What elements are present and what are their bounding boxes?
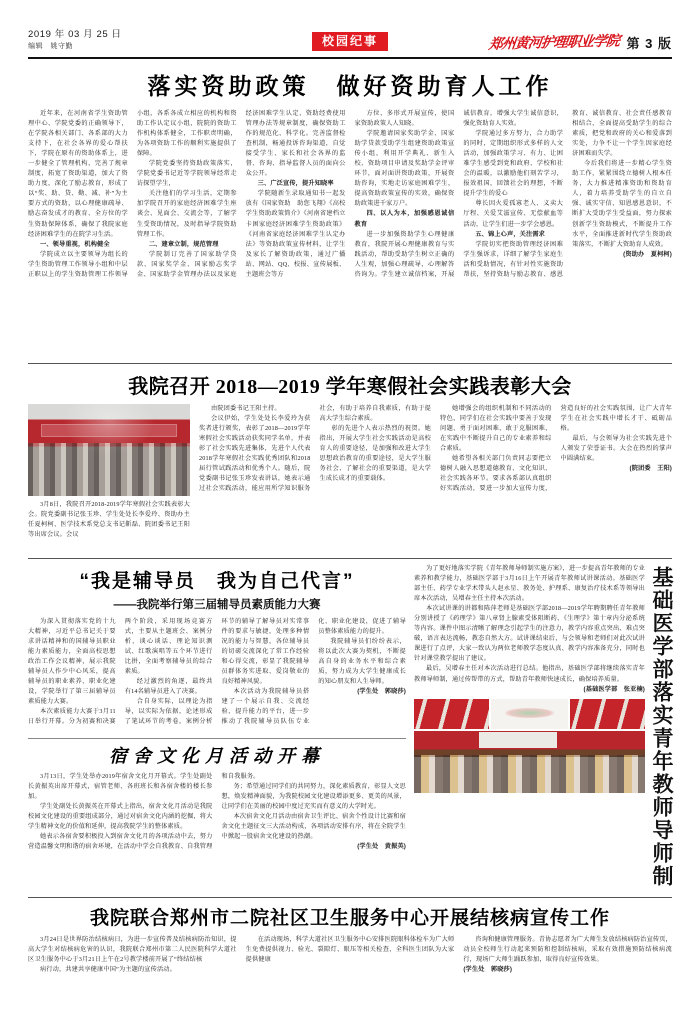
divider-1 xyxy=(28,363,672,364)
article5-byline: (基础医学部 张亚楠) xyxy=(583,685,645,693)
section-badge-wrap xyxy=(312,32,388,50)
article-tuberculosis-campaign xyxy=(28,903,672,981)
paragraph: 经过激烈的角逐，最终共有14名辅导员进入了决赛。 xyxy=(124,678,213,696)
article-funding-policy xyxy=(28,68,672,359)
article2-col0 xyxy=(28,500,190,540)
paragraph: 学院邀请国家奖助学金、国家助学贷款受助学生组建资助政策宣传小组，利用开学典礼、新生入校、资助项目申请及奖助学金评审环节，面对面讲资助政策，开展资助咨询，实地走访家庭困难学生，提高资助政策宣传的实效，确保资助政策进千家万户。 xyxy=(354,130,455,208)
banner-white-photo xyxy=(491,699,568,729)
article2-left xyxy=(28,404,190,554)
paragraph: 学院通过多方努力，合力助学的同时，定期组织形式多样的人文活动，加强政策学习、有力、让困难学生感受到党和政府、学校和社会的温暖，以激励他们刻苦学习，报效祖国，回馈社会的理想，不断提升学生的爱心 xyxy=(463,130,564,198)
publication-date: 2019 年 03 月 25 日 xyxy=(28,29,122,41)
paragraph: 合自身实际，以理论为指导，以实际为依据，论述形成了笔试环节的考卷，案例分析环节的辅导了解导员对实常事件的要求与敏捷，处理多种情况的能力与智慧，各位辅导员的切磋交流深化了常工作经验和心得交流，彰显了我院辅导员群体务实进取、爱岗敬业的良好精神风貌。 xyxy=(124,618,310,726)
article1-body xyxy=(28,109,672,359)
masthead-right xyxy=(489,32,672,52)
masthead-left xyxy=(28,29,122,52)
article6-headline: 我院联合郑州市二院社区卫生服务中心开展结核病宣传工作 xyxy=(89,908,610,929)
article2-headline: 我院召开 2018—2019 学年寒假社会实践表彰大会 xyxy=(128,376,572,398)
paragraph: 她表示各宿舍要积极投入到宿舍文化月的各项活动中去，努力营造温馨文明和谐的宿舍环境，在活动中学会自我教育、自我管理和自我服务。 xyxy=(28,773,260,851)
masthead xyxy=(28,0,672,56)
middle-zone xyxy=(28,564,672,892)
paragraph: 本次活动为我院辅导员搭建了一个展示自我、交流经验、提升能力的平台，进一步推动了我院辅导员队伍专业化、职业化建设，促进了辅导员整体素质能力的提升。 xyxy=(221,618,406,726)
article4-byline: (学生处 黄振英) xyxy=(357,843,406,851)
banner-stripe-photo-left xyxy=(414,699,489,729)
paragraph: 她希望各相关部门负责同志要把立德树人融入思想道德教育、文化知识、社会实践各环节。要求各系部认真组织好实践活动，要进一步加大宣传力度，营造良好的社会实践氛围，让广大青年学生在社会实践中增长才干、砥砺品格。 xyxy=(440,405,672,493)
paragraph: 为了更好地落实学院《青年教师导师制实施方案》，进一步提高青年教师的专业素养和教学能力，基础医学部于3月16日上午开展青年教师试讲课活动。基础医学部主任、药学专业学术带头人赵永星、教务处、护理系、康复治疗技术系等领导出席本次活动，吴增春主任主持本次活动。 xyxy=(414,565,645,603)
paragraph: 学院党委坚持资助政策落实，学院党委书记近等学院领导经常走访探望学生， xyxy=(136,160,237,188)
article3-byline: (学生处 郭晓莎) xyxy=(357,688,406,696)
section-badge: 校园纪事 xyxy=(312,32,388,51)
paragraph: 会议伊始，学生处处长李爱玲为获奖者进行颁奖，表彰了2018—2019学年寒假社会实践活动获奖同学名单，并表彰了社会实践先进集体，先进个人代表2018学年寒假社会实践优秀团队和2018届行管试践活动和优秀个人。随后，院党委副书记张玉珍发表讲话，她表示通过社会实践活动，能应用所学知识服务社会，有助于培养自我素质，有助于提高大学生综合素质。 xyxy=(199,405,431,493)
paragraph: 最后，吴增春主任对本次活动进行总结。他指出，基础医学部将继续落实青年教师导师制，通过传帮带的方式，帮助青年教师快速成长，确保培养质量。 xyxy=(414,665,645,683)
paper-logo: 郑州黄河护理职业学院 xyxy=(487,33,620,53)
editor-credit: 编辑 姚守勤 xyxy=(28,43,73,51)
article5-vertical-headline: 基础医学部落实青年教师导师制 xyxy=(650,566,673,888)
article6-byline: (学生处 郭晓莎) xyxy=(463,966,513,974)
masthead-rule xyxy=(28,57,672,59)
paragraph: 我院辅导员们纷纷表示，将以此次大赛为契机，不断提高自身的业务水平和综合素质，努力成为大学生健康成长的知心朋友和人生导师。 xyxy=(318,638,406,686)
banner-stripe-photo-right xyxy=(570,699,645,729)
paragraph: 3月24日是世界防治结核病日，为进一步宣传普及结核病防治知识，提高大学生对结核病危害的认识，我院联合郑州市第二人民医院科学大道社区卫生服务中心于3月21日上午在2号教学楼前开展了“终结结核 xyxy=(28,936,237,964)
paragraph: 最后，与会领导为社会实践先进个人颁发了荣誉证书。大会在热烈的掌声中圆满结束。 xyxy=(560,435,672,463)
article3-body xyxy=(28,617,406,735)
paragraph: 本次宿舍文化月活动由宿舍卫生评比、宿舍个性设计比赛和宿舍文化主题征文三大活动构成，各项活动安排有序，将在全院学生中掀起一股宿舍文化建设的热潮。 xyxy=(221,813,406,841)
article3-subhead: ——我院举行第三届辅导员素质能力大赛 xyxy=(113,599,321,611)
paragraph: 近年来，在河南省学生资助管理中心、学院党委的正确领导下，在学院各相关部门、各系部的大力支持下，在社会各界的爱心帮扶下，学院在原有的资助体系上，进一步健全了管理机构，完善了规章制度，拓宽了资助渠道，加大了资助力度，深化了励志教育，形成了以“奖、助、贷、勤、减、补”为主要方式的资助，以心理健康疏导、励志奋发成才的教育、全方位的学生资助保障体系，确保了我院家庭经济困难学生的在院学习生活。 xyxy=(28,110,128,238)
paragraph: 方位、多形式开展宣传，使国家资助政策人人知晓。 xyxy=(354,110,455,128)
article3-headline: “我是辅导员 我为自己代言” xyxy=(79,571,355,592)
paragraph: 学院成立以主要领导为组长的学生资助管理工作领导小组和中层正职以上的学生资助管理工作领导小组，各系各成立相应的机构和资助工作认定议小组，院院的资助工作机构体系健全，工作职责明确，为各项资助工作的顺利实施提供了保障。 xyxy=(28,110,237,278)
paragraph: 尊长因火爱孤寡老人、义卖大厅程、关爱艾滋宣传、无偿献血等活动，让学生们进一步学会感恩。 xyxy=(463,200,564,228)
paragraph: 咨询和健康管理服务。青协志愿者为广大师生发放结核病防治宣传页，动员全校师生行动起来预防和控制结核病，采取有效措施预防结核病流行，现场广大师生踊跃参加，取得良好宣传效果。 xyxy=(463,936,672,964)
paragraph: 病行动，共建共享健康中国”为主题的宣传活动。 xyxy=(40,966,176,974)
paragraph: 她增强会的组织机制和不同活动的特色，同学们在社会实践中要善于发现问题、勇于面对困难、敢于克服困难，在实践中不断提升自己的专业素养和综合素质。 xyxy=(440,405,552,453)
paragraph: 由院团委书记王阳主持。 xyxy=(211,405,281,412)
paragraph: 学院制订完善了国家助学贷款、国家奖学金、国家励志奖学金、国家助学金管理办法以及家庭经济困难学生认定、资助经费使用管理办法等规章制度，确保资助工作的规范化、科学化。完善监督检查机制，畅通投诉咨询渠道，自觉接受学生、家长和社会各界的监督、咨询、指导监督人员的面向公众公开。 xyxy=(136,110,346,278)
paragraph-subhead: 一、领导重视，机构健全 xyxy=(40,240,110,248)
article-dorm-culture xyxy=(28,742,406,892)
article-social-practice xyxy=(28,370,672,554)
paragraph: 在活动现场，科学大道社区卫生服务中心安排医院眼科体检车为广大师生免费提供视力、验光、裂隙灯、眼压等相关检查，全科医生团队为大家提供健康 xyxy=(245,936,455,964)
paragraph: 学院切实把资助管理经济困难学生强诉求，详细了解学生家庭生活和受助情况，有针对性实施资助帮扶，坚持资助与励志教育、感恩教育、诚信教育、社会责任感教育相结合，全面提高受助学生的综合素质，把党和政府的关心和爱落到实处，力争不让一个学生因家庭经济困难而失学。 xyxy=(463,110,672,278)
paragraph: 学生处副处长黄振英在开幕式上指出，宿舍文化月活动是我院校园文化建设的重要组成部分，通过对宿舍文化内涵的挖掘，将大学生精神文化的价值和延伸，提高我院学生的整体素质。 xyxy=(28,803,213,831)
article-counselor-contest xyxy=(28,566,406,735)
article5-vertical-head-wrap xyxy=(651,564,672,892)
paragraph: 进一步加强资助学生心理健康教育，我院开展心理健康教育与实践活动，帮助受助学生树立正确的人生观，加强心理疏导，心理解答咨询为。学生建立诚信档案，开展诚信教育，增强大学生诚信意识，强化资助育人实效。 xyxy=(354,110,564,278)
paragraph: 彰的先进个人表示热烈的祝贺。她指出，开展大学生社会实践活动是高校育人的重要途径，是加强和改进大学生思想政治教育的重要途径，是大学生服务社会、了解社会的重要渠道，是大学生成长成才的重要载体。 xyxy=(319,425,431,483)
article1-headline: 落实资助政策 做好资助育人工作 xyxy=(147,73,553,99)
paragraph-subhead: 二、建章立制，规范管理 xyxy=(148,240,219,248)
paragraph: 今后我们将进一步精心学生资助工作，紧紧围绕立德树人根本任务，大力推进精准资助和资助育人，着力培养受助学生的自立自强、诚实守信、知恩感恩意识，不断扩大受助学生受益面，努力探索创新学生资助模式，不断提升工作水平，全面推进新时代学生资助政策落实，不断扩大资助育人成效。 xyxy=(572,160,672,248)
page-number: 第 3 版 xyxy=(626,36,672,51)
article5-textcol xyxy=(414,564,645,892)
paragraph-subhead: 五、锦上心声，关注需求 xyxy=(475,230,546,238)
divider-3 xyxy=(28,738,406,739)
article2-byline: (院团委 王阳) xyxy=(629,465,672,473)
article5-photo-strip xyxy=(414,699,645,729)
paragraph: 3月8日，我院召开2018-2019学年寒假社会实践表彰大会。院党委副书记张玉珍、学生处处长李爱玲、资助办主任夏柯柯、医学技术系党总支书记靳磊、院团委书记王阳等出席会议。会议 xyxy=(28,501,190,539)
paragraph: 本次素质能力大赛于3月11日举行开幕。分为初赛和决赛两个阶段，采用现场竞赛方式，主要从主题班会、案例分析、谈心谈话、理论知识测试、红歌演唱等五个环节进行比拼，全面考察辅导员的综合素质。 xyxy=(28,618,213,726)
middle-left-stack xyxy=(28,564,406,892)
award-ceremony-photo xyxy=(28,404,190,496)
article4-headline: 宿舍文化月活动开幕 xyxy=(109,746,325,766)
paragraph: 学院随新生录取通知书一起发放有《国家资助 助您飞翔》《高校学生资助政策简介》《河南省建档立卡困家庭经济困难学生资助政策》《河南省家庭经济困难学生认定办法》等资助政策宣传材料，让学生及家长了解资助政策，通过广播站、网站、QQ、校报、宣传展板、主题班会等方 xyxy=(245,190,346,278)
article2-body xyxy=(199,404,672,554)
paragraph: 3月13日，学生处举办2019年宿舍文化月开幕式。学生处副处长黄振英出席开幕式，宿管老师、各班班长和各宿舍楼的楼长参加。 xyxy=(28,773,213,801)
article4-body xyxy=(28,772,406,892)
article1-byline: (资助办 夏柯柯) xyxy=(623,250,672,258)
lecture-classroom-photo xyxy=(414,731,645,793)
divider-2 xyxy=(28,558,672,559)
article2-layout xyxy=(28,404,672,554)
paragraph: 关注他们的学习生活，定期参加学院召开的家庭经济困难学生座谈会、见面会、交流会等，了解学生受资助情况，及时指导学院资助管理工作。 xyxy=(136,190,237,238)
paragraph: 务；希望通过同学们的共同努力，深化素质教育，彰显人文思想，焕发精神面貌，为我院校园文化建设增添更多、更美的风景，让同学们在美丽的校园中度过充实而有意义的大学时光。 xyxy=(221,783,406,811)
paragraph-subhead: 三、广泛宣传，提升知晓率 xyxy=(257,180,334,188)
paragraph: 为深入贯彻落实党的十九大精神，习近平总书记关于要求讲话精神和的国辅导员职业能力素质能力，全面高校思想政治工作会议精神，展示我院辅导员人作少中心风采，提高辅导员的职业素养、职业化建设，学院举行了第三届辅导员素质能力大赛。 xyxy=(28,618,116,706)
article6-body xyxy=(28,935,672,981)
article-young-teacher-mentor xyxy=(414,564,672,892)
paragraph: 本次试讲课的讲都和陈萍老师是基础医学部2018—2019学年聘期聘任青年教师分别讲授了《药理学》第八章肾上腺素受体阻断药、《生理学》第十章内分泌系统等内容。课件中图示清晰了解理念引起学生的注意力，教学内容重点突出、难点突破，语言表达流畅，教态自然大方。试讲课结束后，与会领导和老师们对此次试讲课进行了点评，大家一致认为两位老师教学态度认真、教学内容准备充分，同时也针对课堂教学提出了建议。 xyxy=(414,605,645,663)
divider-4 xyxy=(28,897,672,898)
article5-body xyxy=(414,564,645,695)
paragraph-subhead: 四、以人为本，加强感恩诚信教育 xyxy=(354,210,455,228)
